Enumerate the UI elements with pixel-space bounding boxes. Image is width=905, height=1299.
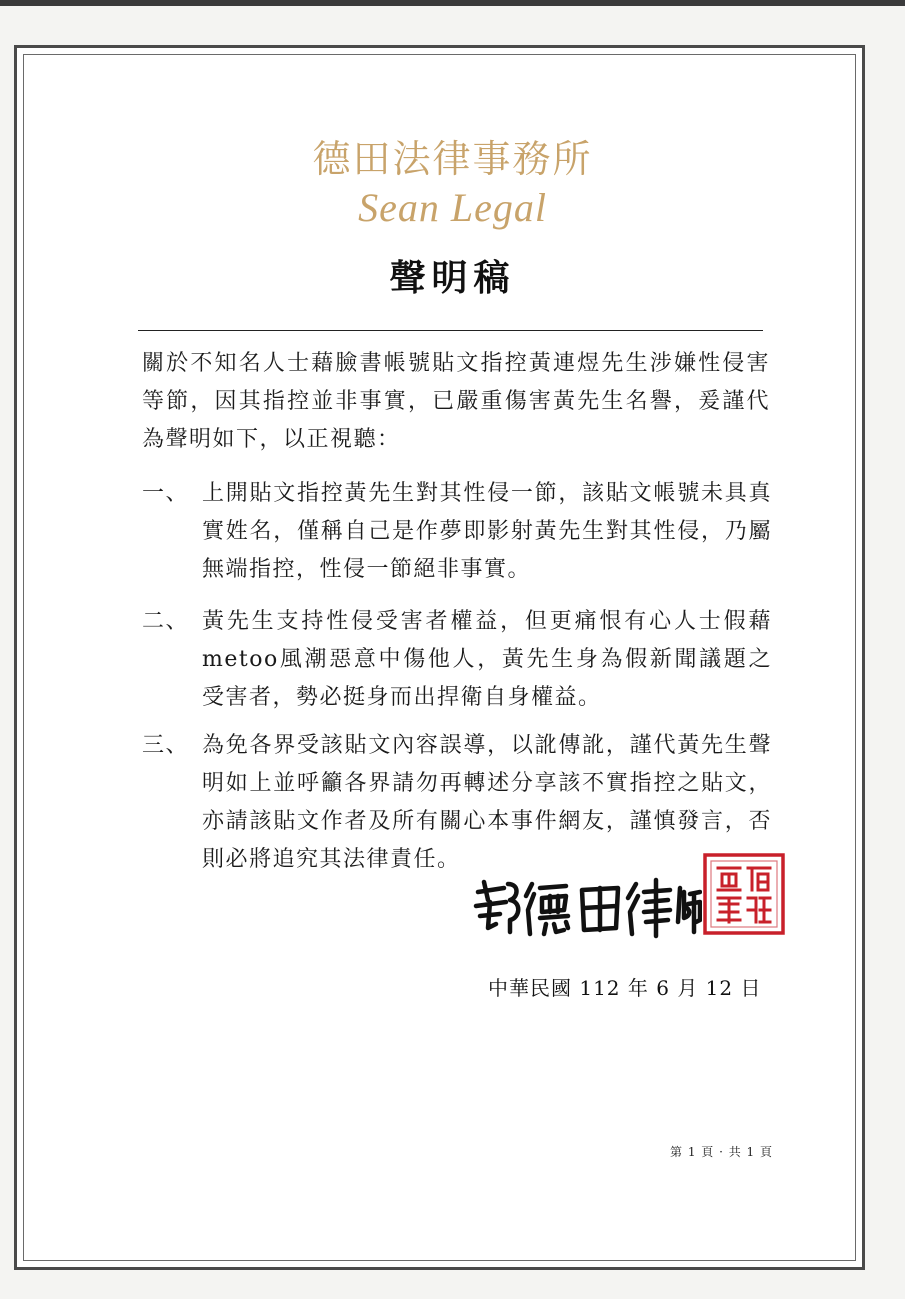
red-seal-stamp (702, 852, 786, 936)
handwritten-signature (470, 870, 702, 942)
item-number: 三、 (142, 733, 190, 758)
title-divider (138, 330, 763, 331)
document-title: 聲明稿 (389, 257, 516, 299)
page-number: 第 1 頁 · 共 1 頁 (670, 1145, 773, 1159)
item-text: 為免各界受該貼文內容誤導，以訛傳訛，謹代黃先生聲明如上並呼籲各界請勿再轉述分享該不實指控之貼文，亦請該貼文作者及所有關心本事件網友，謹慎發言，否則必將追究其法律責任。 (202, 733, 772, 872)
firm-name-english: Sean Legal (358, 185, 547, 230)
document-date: 中華民國 112 年 6 月 12 日 (488, 976, 762, 1000)
item-number: 一、 (142, 481, 190, 506)
list-item (142, 475, 772, 589)
item-text: 黃先生支持性侵受害者權益，但更痛恨有心人士假藉metoo風潮惡意中傷他人，黃先生身為假新聞議題之受害者，勢必挺身而出捍衛自身權益。 (202, 609, 772, 710)
list-item (142, 603, 772, 717)
item-number: 二、 (142, 609, 190, 634)
firm-name-chinese: 德田法律事務所 (312, 137, 593, 181)
list-item (142, 727, 772, 879)
item-text: 上開貼文指控黃先生對其性侵一節，該貼文帳號未具真實姓名，僅稱自己是作夢即影射黃先生對其性侵，乃屬無端指控，性侵一節絕非事實。 (202, 481, 772, 582)
intro-paragraph: 關於不知名人士藉臉書帳號貼文指控黃連煜先生涉嫌性侵害等節，因其指控並非事實，已嚴重傷害黃先生名譽，爰謹代為聲明如下，以正視聽： (142, 351, 770, 452)
